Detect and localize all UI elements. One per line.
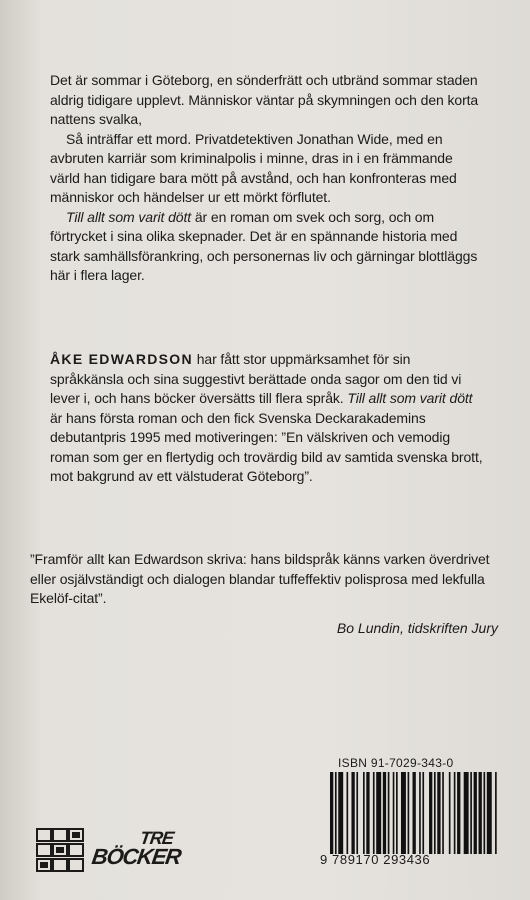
barcode-bar xyxy=(383,772,386,854)
barcode-bar xyxy=(479,772,482,854)
barcode-bar xyxy=(484,772,486,854)
barcode-bar xyxy=(401,772,406,854)
barcode-bar xyxy=(388,772,390,854)
barcode-bar xyxy=(356,772,358,854)
barcode-bar xyxy=(442,772,444,854)
barcode-bar xyxy=(422,772,424,854)
publisher-logo-icon xyxy=(36,828,86,872)
barcode-bar xyxy=(413,772,416,854)
barcode-bar xyxy=(429,772,432,854)
barcode-bar xyxy=(464,772,469,854)
review-quote: ”Framför allt kan Edwardson skriva: hans bildspråk känns varken överdrivet eller osjälvständigt och dialogen blandar tuffeffektiv polisprosa med lekfulla Ekelöf-citat”. xyxy=(30,551,490,606)
barcode-bar xyxy=(487,772,492,854)
author-bio-text-2: är hans första roman och den fick Svenska Deckarakademins debutantpris 1995 med motiveringen: ”En välskriven och vemodig roman som ger en flertydig och trovärdig bild av samtida svenska brott, mot bakgrund av ett välstuderat Göteborg”. xyxy=(50,409,483,484)
book-title-inline: Till allt som varit dött xyxy=(66,208,192,225)
barcode-bar xyxy=(437,772,440,854)
book-title-inline: Till allt som varit dött xyxy=(347,390,473,406)
author-name: ÅKE EDWARDSON xyxy=(50,351,193,367)
barcode-bar xyxy=(495,772,497,854)
barcode-bar xyxy=(393,772,395,854)
barcode-digits: 9 789170 293436 xyxy=(320,852,431,867)
barcode-bar xyxy=(335,772,337,854)
publisher-logo-text-tre: TRE xyxy=(138,828,175,848)
barcode-bar xyxy=(470,772,472,854)
author-bio-text-1: har fått stor uppmärksamhet för sin språkkänsla och sina suggestivt berättade onda sagor om den tid vi lever i, och hans böcker översätts till flera språk. xyxy=(50,351,462,406)
blurb-paragraph-2: Så inträffar ett mord. Privatdetektiven Jonathan Wide, med en avbruten karriär som kriminalpolis i minne, dras in i en främmande värld han tidigare bara mött på avstånd, och han konfronteras med människor och händelser ur ett mörkt förflutet. xyxy=(50,130,457,205)
barcode-bar xyxy=(408,772,410,854)
barcode-bar xyxy=(338,772,343,854)
author-bio xyxy=(50,350,486,487)
barcode xyxy=(320,772,504,868)
blurb-paragraph-1: Det är sommar i Göteborg, en sönderfrätt och utbränd sommar staden aldrig tidigare upplevt. Människor väntar på skymningen och den korta nattens svalka, xyxy=(50,72,479,127)
barcode-bar xyxy=(363,772,365,854)
barcode-bar xyxy=(396,772,398,854)
blurb-paragraph-3-text: är en roman om svek och sorg, och om förtrycket i sina olika skepnader. Det är en spännande historia med stark samhällsförankring, och personernas liv och gärningar blottläggs här i flera lager. xyxy=(50,208,478,283)
barcode-bars xyxy=(330,772,500,854)
barcode-bar xyxy=(351,772,354,854)
barcode-bar xyxy=(474,772,477,854)
review-attribution: Bo Lundin, tidskriften Jury xyxy=(336,620,498,636)
publisher-logo xyxy=(36,828,196,872)
barcode-bar xyxy=(419,772,421,854)
barcode-bar xyxy=(366,772,369,854)
publisher-logo-text-bocker: BÖCKER xyxy=(90,844,182,869)
isbn-number: ISBN 91-7029-343-0 xyxy=(338,756,454,770)
barcode-bar xyxy=(347,772,349,854)
barcode-bar xyxy=(454,772,456,854)
blurb-paragraph-3 xyxy=(50,208,480,286)
barcode-bar xyxy=(449,772,451,854)
barcode-bar xyxy=(376,772,381,854)
barcode-bar xyxy=(373,772,375,854)
barcode-bar xyxy=(457,772,460,854)
blurb-text xyxy=(50,71,480,286)
barcode-bar xyxy=(434,772,436,854)
barcode-bar xyxy=(330,772,333,854)
